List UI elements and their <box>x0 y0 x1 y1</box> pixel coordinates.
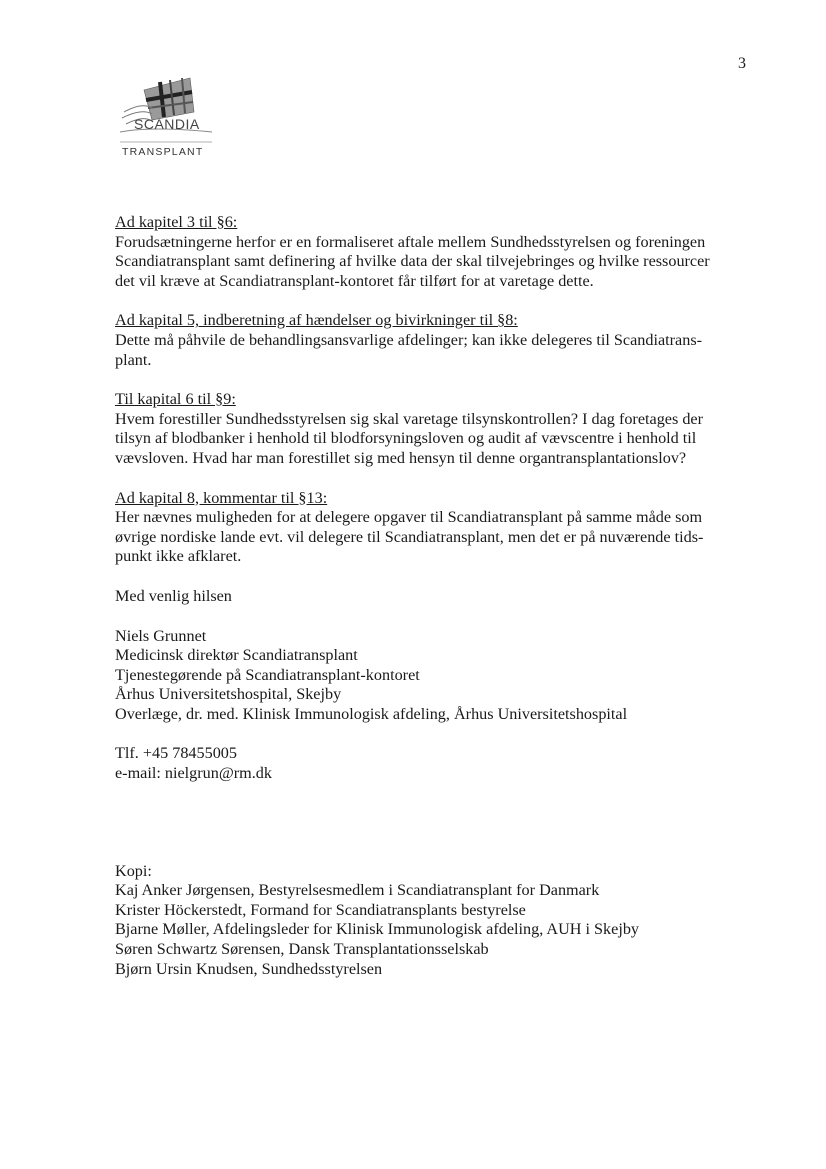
text-line: Forudsætningerne herfor er en formaliseret aftale mellem Sundhedsstyrelsen og foreningen <box>115 232 706 251</box>
section-text <box>115 331 745 370</box>
scandiatransplant-logo <box>112 72 222 164</box>
page-number: 3 <box>738 55 746 72</box>
section-kapital-6 <box>115 390 745 468</box>
signer-position: Overlæge, dr. med. Klinisk Immunologisk afdeling, Århus Universitetshospital <box>115 704 628 723</box>
section-text <box>115 508 745 567</box>
closing-greeting: Med venlig hilsen <box>115 586 232 605</box>
text-line: punkt ikke afklaret. <box>115 547 242 566</box>
copy-recipient: Søren Schwartz Sørensen, Dansk Transplantationsselskab <box>115 940 489 959</box>
section-heading: Ad kapital 5, indberetning af hændelser og bivirkninger til §8: <box>115 311 518 330</box>
text-line: Dette må påhvile de behandlingsansvarlige afdelinger; kan ikke delegeres til Scandiatrans- <box>115 330 703 349</box>
copy-recipient: Krister Höckerstedt, Formand for Scandiatransplants bestyrelse <box>115 900 526 919</box>
section-text <box>115 233 745 292</box>
logo-wordmark-scandia: SCANDIA <box>134 116 200 132</box>
logo-wordmark-transplant: TRANSPLANT <box>122 146 204 158</box>
text-line: plant. <box>115 350 152 369</box>
section-kapital-8 <box>115 489 745 567</box>
signature-block <box>115 627 745 725</box>
contact-block <box>115 744 745 783</box>
section-kapital-5 <box>115 311 745 370</box>
section-text <box>115 410 745 469</box>
signer-name: Niels Grunnet <box>115 626 207 645</box>
text-line: øvrige nordiske lande evt. vil delegere til Scandiatransplant, men det er på nuværende tids- <box>115 527 704 546</box>
section-heading: Ad kapitel 3 til §6: <box>115 213 238 231</box>
phone-number: Tlf. +45 78455005 <box>115 744 237 763</box>
letter-body <box>115 213 745 979</box>
copy-recipient: Kaj Anker Jørgensen, Bestyrelsesmedlem i Scandiatransplant for Danmark <box>115 881 600 900</box>
text-line: Hvem forestiller Sundhedsstyrelsen sig skal varetage tilsynskontrollen? I dag foretages der <box>115 409 703 428</box>
section-heading: Ad kapital 8, kommentar til §13: <box>115 488 328 507</box>
text-line: tilsyn af blodbanker i henhold til blodforsyningsloven og audit af vævscentre i henhold til <box>115 429 697 448</box>
copies-label: Kopi: <box>115 861 152 880</box>
section-heading: Til kapital 6 til §9: <box>115 390 236 409</box>
text-line: Her nævnes muligheden for at delegere opgaver til Scandiatransplant på samme måde som <box>115 508 703 527</box>
email-address: e-mail: nielgrun@rm.dk <box>115 764 272 783</box>
signer-title: Medicinsk direktør Scandiatransplant <box>115 646 358 665</box>
copy-recipient: Bjørn Ursin Knudsen, Sundhedsstyrelsen <box>115 959 383 978</box>
text-line: vævsloven. Hvad har man forestillet sig med hensyn til denne organtransplantationslov? <box>115 448 687 467</box>
text-line: det vil kræve at Scandiatransplant-kontoret får tilført for at varetage dette. <box>115 271 594 290</box>
section-kapitel-3 <box>115 213 745 291</box>
signer-role: Tjenestegørende på Scandiatransplant-kontoret <box>115 665 420 684</box>
copy-recipient: Bjarne Møller, Afdelingsleder for Klinisk Immunologisk afdeling, AUH i Skejby <box>115 920 640 939</box>
signer-location: Århus Universitetshospital, Skejby <box>115 685 342 704</box>
copies-block <box>115 862 745 980</box>
text-line: Scandiatransplant samt definering af hvilke data der skal tilvejebringes og hvilke ressourcer <box>115 252 710 271</box>
